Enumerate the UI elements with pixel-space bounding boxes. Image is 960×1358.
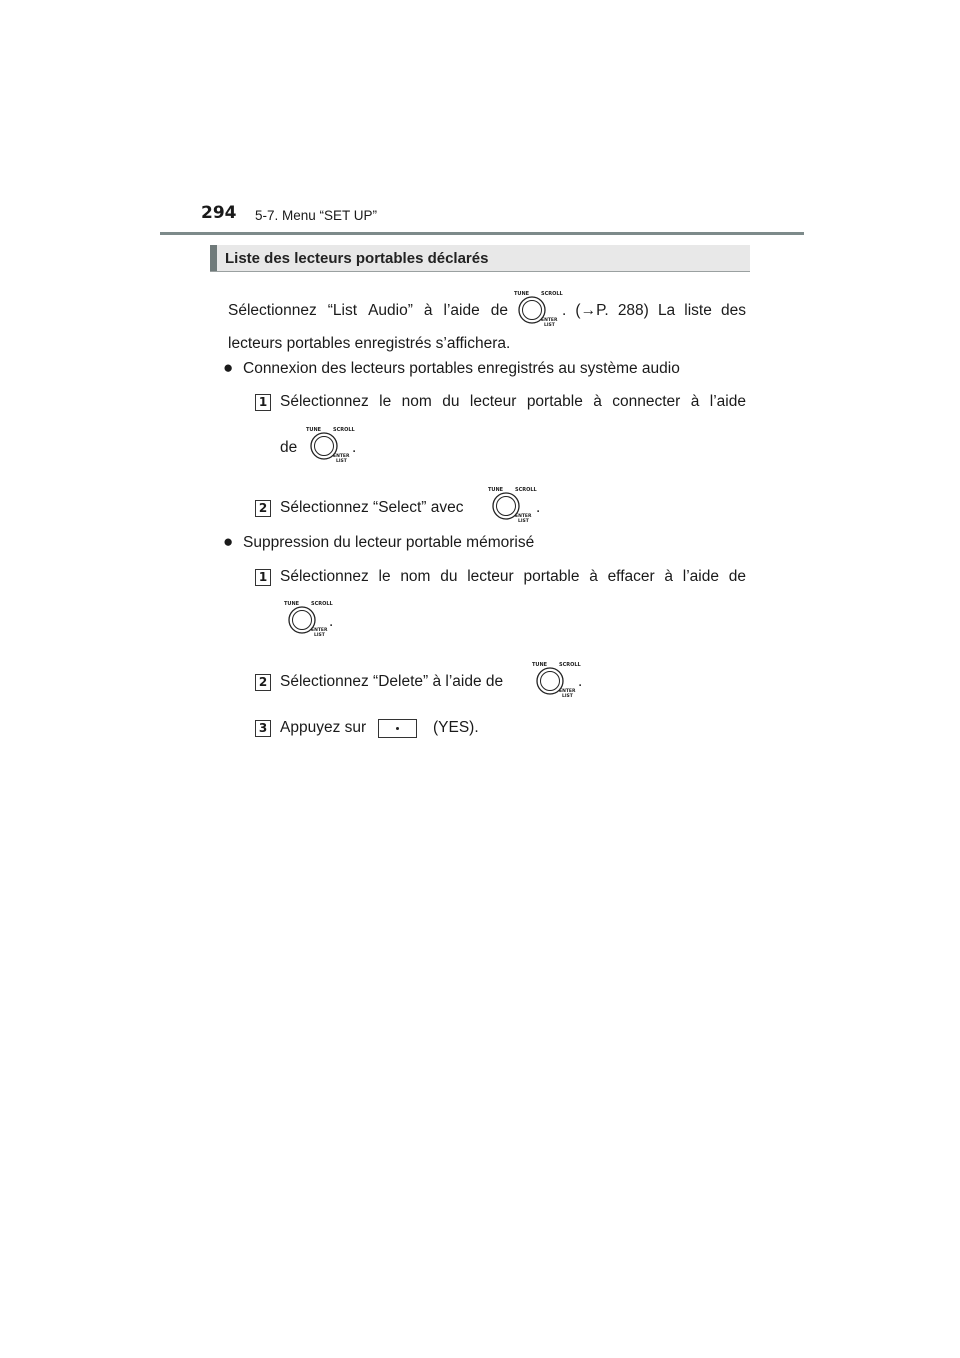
- delete-step2-period: .: [578, 673, 583, 690]
- knob-label-tune: TUNE: [514, 291, 530, 297]
- knob-label-tune: TUNE: [488, 487, 504, 493]
- step-word: lecteur: [469, 393, 517, 410]
- intro-line1-left: [228, 302, 508, 320]
- delete-step3-text: Appuyez sur: [280, 719, 367, 736]
- intro-word: liste: [684, 302, 712, 319]
- knob-label-list: LIST: [336, 459, 347, 464]
- header-rule: [160, 232, 804, 235]
- intro-word: “List: [327, 302, 358, 319]
- intro-word: Audio”: [368, 302, 413, 319]
- preset-button-dot: [396, 727, 399, 730]
- step-word: effacer: [607, 568, 655, 585]
- connect-step1-period: .: [352, 439, 357, 456]
- intro-word: de: [490, 302, 508, 319]
- intro-line2: lecteurs portables enregistrés s’afficherа.: [228, 335, 511, 352]
- step-word: Sélectionnez: [280, 568, 369, 585]
- step-word: à: [664, 568, 674, 585]
- connect-step1-de: de: [280, 439, 298, 456]
- step-word: connecter: [612, 393, 681, 410]
- intro-word: .: [562, 302, 567, 319]
- section-title: Liste des lecteurs portables déclarés: [225, 250, 489, 267]
- intro-word: (→P.: [575, 302, 609, 319]
- step-word: nom: [400, 568, 431, 585]
- bullet-icon: ●: [223, 532, 234, 551]
- section-heading: [210, 245, 750, 272]
- step-word: portable: [526, 393, 583, 410]
- bullet-icon: ●: [223, 358, 234, 377]
- connect-step2-period: .: [536, 499, 541, 516]
- section-heading-bar: [210, 245, 217, 271]
- step-word: à: [593, 393, 602, 410]
- tune-scroll-knob-icon: [303, 425, 355, 464]
- knob-label-list: LIST: [562, 694, 573, 699]
- connect-step1-line1: [280, 393, 746, 411]
- step-number: 2: [255, 674, 271, 691]
- knob-label-scroll: SCROLL: [559, 662, 581, 668]
- knob-label-scroll: SCROLL: [541, 291, 563, 297]
- tune-scroll-knob-icon: [529, 660, 581, 699]
- connect-step2-text: Sélectionnez “Select” avec: [280, 499, 464, 516]
- tune-scroll-knob-icon: [281, 599, 333, 638]
- delete-step3-yes: (YES).: [433, 719, 479, 736]
- step-word: portable: [523, 568, 580, 585]
- step-number: 2: [255, 500, 271, 517]
- chapter-title: 5-7. Menu “SET UP”: [255, 208, 378, 223]
- step-word: à: [690, 393, 700, 410]
- step-word: de: [728, 568, 746, 585]
- step-number: 1: [255, 569, 271, 586]
- knob-label-enter: ENTER: [311, 628, 328, 633]
- step-word: Sélectionnez: [280, 393, 369, 410]
- intro-word: à: [423, 302, 433, 319]
- step-word: du: [442, 393, 460, 410]
- tune-scroll-knob-icon: [485, 485, 537, 524]
- delete-step1-period: .: [329, 613, 334, 630]
- knob-label-tune: TUNE: [284, 601, 300, 607]
- delete-heading: Suppression du lecteur portable mémorisé: [243, 534, 535, 551]
- knob-label-enter: ENTER: [333, 454, 350, 459]
- knob-label-enter: ENTER: [515, 514, 532, 519]
- step-word: l’aide: [709, 393, 746, 410]
- knob-label-enter: ENTER: [541, 318, 558, 323]
- step-number: 1: [255, 394, 271, 411]
- intro-line1-right: [562, 302, 746, 320]
- knob-label-tune: TUNE: [532, 662, 548, 668]
- connect-heading: Connexion des lecteurs portables enregistrés au système audio: [243, 360, 680, 377]
- preset-button-icon: [378, 719, 417, 738]
- step-word: nom: [401, 393, 432, 410]
- step-word: l’aide: [682, 568, 719, 585]
- page-number: 294: [201, 203, 237, 223]
- knob-label-scroll: SCROLL: [311, 601, 333, 607]
- intro-word: La: [657, 302, 676, 319]
- step-word: le: [379, 393, 392, 410]
- delete-step1-line1: [280, 568, 746, 586]
- knob-label-list: LIST: [544, 323, 555, 328]
- knob-label-list: LIST: [518, 519, 529, 524]
- intro-word: l’aide: [443, 302, 480, 319]
- step-word: à: [589, 568, 598, 585]
- step-number: 3: [255, 720, 271, 737]
- step-word: lecteur: [467, 568, 514, 585]
- delete-step2-text: Sélectionnez “Delete” à l’aide de: [280, 673, 504, 690]
- intro-word: Sélectionnez: [228, 302, 317, 319]
- step-word: le: [378, 568, 391, 585]
- knob-label-tune: TUNE: [306, 427, 322, 433]
- intro-word: des: [720, 302, 746, 319]
- knob-label-scroll: SCROLL: [515, 487, 537, 493]
- step-word: du: [440, 568, 458, 585]
- knob-label-list: LIST: [314, 633, 325, 638]
- knob-label-scroll: SCROLL: [333, 427, 355, 433]
- intro-word: 288): [617, 302, 649, 319]
- knob-label-enter: ENTER: [559, 689, 576, 694]
- tune-scroll-knob-icon: [511, 289, 563, 328]
